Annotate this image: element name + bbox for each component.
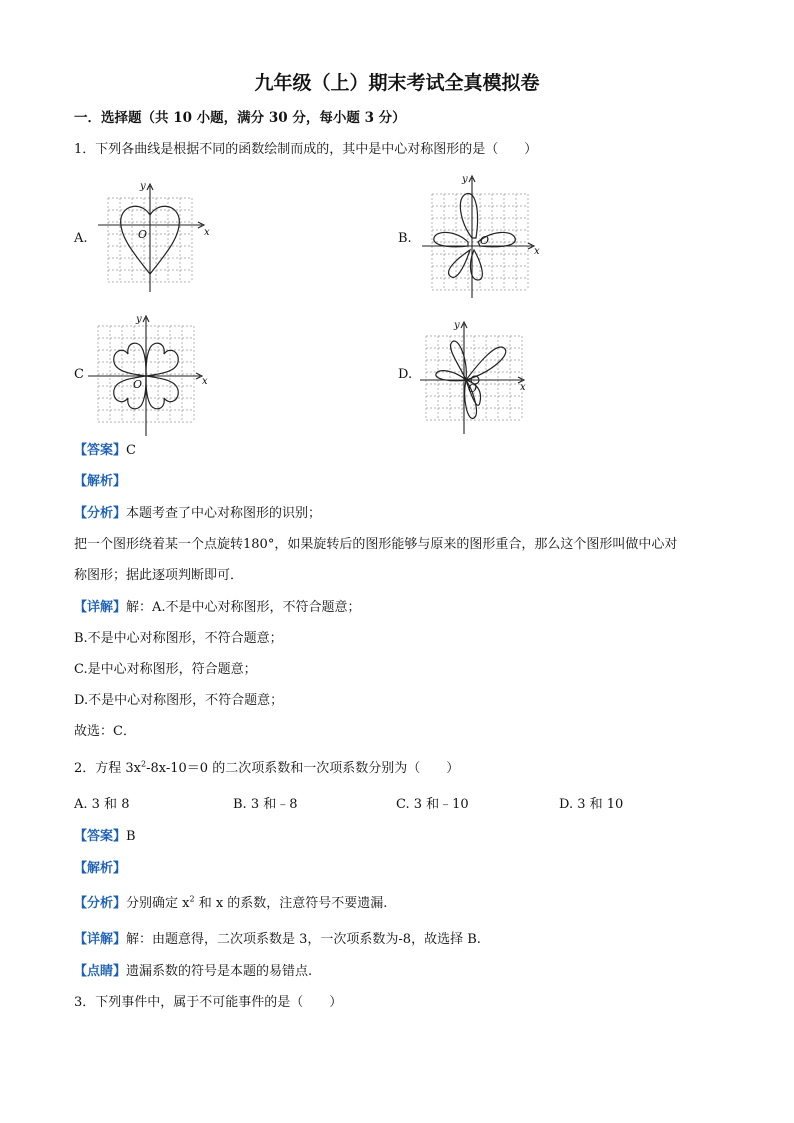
origin-label: O — [468, 382, 478, 395]
question-1-stem: 1．下列各曲线是根据不同的函数绘制而成的，其中是中心对称图形的是（ ） — [74, 142, 538, 157]
q1-answer-line — [74, 442, 136, 460]
q2-fenxi-line — [74, 895, 387, 913]
fenxi-tag: 【分析】 — [74, 896, 127, 911]
answer-tag: 【答案】 — [74, 829, 127, 844]
section-heading: 一．选择题（共 10 小题，满分 30 分，每小题 3 分） — [74, 110, 406, 126]
q2-option-c: C. 3 和﹣10 — [396, 797, 469, 812]
answer-value: B — [126, 829, 136, 844]
fenxi-tag: 【分析】 — [74, 506, 127, 521]
q1-detail-d: D.不是中心对称图形，不符合题意； — [74, 693, 284, 708]
answer-value: C — [126, 443, 136, 458]
x-axis-label: x — [202, 376, 208, 387]
q1-analysis-tag — [74, 473, 126, 491]
q2-option-a: A. 3 和 8 — [74, 797, 130, 812]
xiangjie-tag: 【详解】 — [74, 932, 127, 947]
x-axis-label: x — [520, 382, 526, 393]
option-a-label: A. — [74, 231, 88, 246]
option-d-label: D. — [398, 367, 413, 382]
analysis-tag: 【解析】 — [74, 861, 127, 876]
xiangjie-text: 解：A.不是中心对称图形，不符合题意； — [126, 600, 361, 615]
q2-option-b: B. 3 和﹣8 — [233, 797, 298, 812]
fenxi-post: 和 x 的系数，注意符号不要遗漏. — [194, 896, 388, 911]
x-axis-label: x — [204, 227, 210, 238]
q1-detail-b: B.不是中心对称图形，不符合题意； — [74, 631, 283, 646]
figure-a-heart-curve — [90, 180, 210, 295]
q2-stem-sup: 2 — [141, 759, 147, 769]
y-axis-label: y — [454, 320, 460, 331]
origin-label: O — [138, 228, 148, 241]
q2-xiangjie-line — [74, 931, 481, 949]
fenxi-pre: 分别确定 x — [126, 896, 190, 911]
q2-option-d: D. 3 和 10 — [559, 797, 624, 812]
xiangjie-text: 解：由题意得，二次项系数是 3，一次项系数为-8，故选择 B. — [126, 932, 481, 947]
q2-stem-pre: 2．方程 3x — [74, 761, 142, 776]
q1-choose: 故选：C． — [74, 724, 136, 739]
page-title: 九年级（上）期末考试全真模拟卷 — [254, 72, 540, 94]
q1-detail-c: C.是中心对称图形，符合题意； — [74, 662, 257, 677]
option-c-label: C — [74, 367, 84, 382]
fenxi-sup: 2 — [189, 894, 195, 904]
q2-stem-post: -8x-10＝0 的二次项系数和一次项系数分别为（ ） — [146, 761, 460, 776]
fenxi-text: 本题考查了中心对称图形的识别； — [126, 506, 322, 521]
q2-analysis-tag — [74, 860, 126, 878]
q1-xiangjie-line — [74, 599, 361, 617]
analysis-tag: 【解析】 — [74, 474, 127, 489]
x-axis-label: x — [534, 246, 540, 257]
figure-b-petal-curve — [420, 172, 545, 300]
question-2-stem — [74, 760, 459, 778]
q1-fenxi-line — [74, 505, 321, 523]
dianjing-text: 遗漏系数的符号是本题的易错点. — [126, 964, 313, 979]
y-axis-label: y — [136, 314, 142, 325]
y-axis-label: y — [140, 181, 146, 192]
figure-d-butterfly-curve — [420, 318, 545, 438]
figure-c-four-hearts-curve — [88, 312, 213, 440]
origin-label: O — [480, 234, 490, 247]
question-3-stem: 3．下列事件中，属于不可能事件的是（ ） — [74, 995, 343, 1010]
q1-explanation-line-2: 把一个图形绕着某一个点旋转180°，如果旋转后的图形能够与原来的图形重合，那么这个图形叫做中心对 — [74, 537, 678, 552]
q2-answer-line — [74, 828, 136, 846]
xiangjie-tag: 【详解】 — [74, 600, 127, 615]
dianjing-tag: 【点睛】 — [74, 964, 127, 979]
option-b-label: B. — [398, 231, 412, 246]
q2-dianjing-line — [74, 963, 312, 981]
y-axis-label: y — [462, 174, 468, 185]
answer-tag: 【答案】 — [74, 443, 127, 458]
q1-explanation-line-3: 称图形；据此逐项判断即可． — [74, 568, 244, 583]
origin-label: O — [133, 378, 143, 391]
